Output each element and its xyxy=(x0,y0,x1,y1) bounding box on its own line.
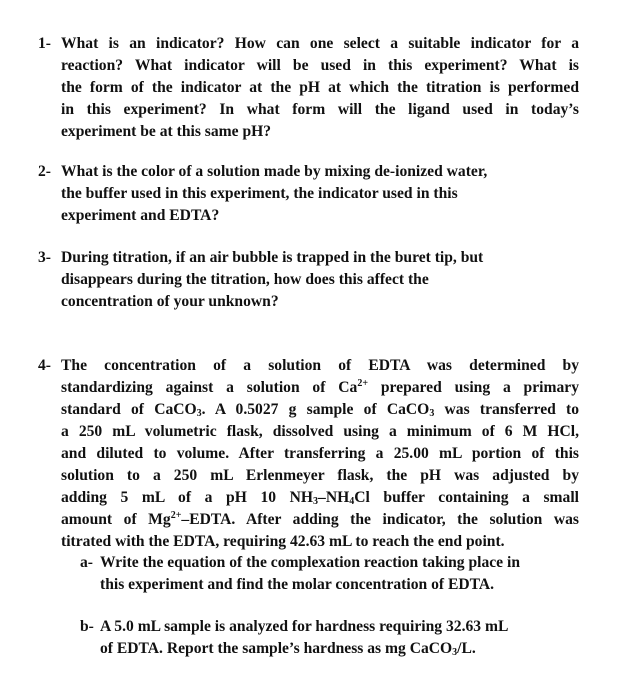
question-2-line: What is the color of a solution made by mixing de-ionized water, xyxy=(61,163,488,180)
question-1-line: reaction? What indicator will be used in this experiment? What is xyxy=(61,57,579,74)
question-3-line: concentration of your unknown? xyxy=(61,293,279,310)
question-1-line: the form of the indicator at the pH at which the titration is performed xyxy=(61,79,579,96)
question-4-line: titrated with the EDTA, requiring 42.63 mL to reach the end point. xyxy=(61,533,505,550)
question-3-line: During titration, if an air bubble is trapped in the buret tip, but xyxy=(61,249,484,266)
question-4-line: standardizing against a solution of $Ca^{2+}$ prepared using a primary xyxy=(61,378,579,396)
subscript: 4 xyxy=(349,496,355,507)
subscript: 3 xyxy=(429,408,435,419)
question-4-line: and diluted to volume. After transferring a 25.00 mL portion of this xyxy=(61,445,579,462)
question-2-line: experiment and EDTA? xyxy=(61,207,220,224)
question-4-line: amount of $Mg^{2+}$–EDTA. After adding the indicator, the solution was xyxy=(61,510,579,528)
question-2-number: 2- xyxy=(38,163,51,180)
question-1-number: 1- xyxy=(38,35,51,52)
question-4-line: solution to a 250 mL Erlenmeyer flask, the pH was adjusted by xyxy=(61,467,579,484)
question-4-line: a 250 mL volumetric flask, dissolved using a minimum of 6 M HCl, xyxy=(61,423,579,440)
subscript: 3 xyxy=(196,408,202,419)
subscript: 3 xyxy=(313,496,319,507)
question-4a-line: Write the equation of the complexation reaction taking place in xyxy=(100,554,520,571)
question-4-number: 4- xyxy=(38,357,51,374)
question-3-number: 3- xyxy=(38,249,51,266)
question-1-line: in this experiment? In what form will the ligand used in today’s xyxy=(61,101,579,118)
question-3-line: disappears during the titration, how does this affect the xyxy=(61,271,429,288)
question-4a-line: this experiment and find the molar concentration of EDTA. xyxy=(100,576,495,593)
question-4b-label: b- xyxy=(80,618,94,635)
question-1-line: experiment be at this same pH? xyxy=(61,123,272,140)
superscript: 2+ xyxy=(170,510,182,521)
question-4a-label: a- xyxy=(80,554,93,571)
question-4-line: standard of CaCO$_3$. A 0.5027 g sample of CaCO$_3$ was transferred to xyxy=(61,401,579,419)
question-2-line: the buffer used in this experiment, the indicator used in this xyxy=(61,185,458,202)
superscript: 2+ xyxy=(357,378,369,389)
question-4b-line: A 5.0 mL sample is analyzed for hardness requiring 32.63 mL xyxy=(100,618,509,635)
subscript: 3 xyxy=(452,647,458,658)
question-1-line: What is an indicator? How can one select a suitable indicator for a xyxy=(61,35,579,52)
question-4-line: The concentration of a solution of EDTA was determined by xyxy=(61,357,579,374)
question-4b-line: of EDTA. Report the sample’s hardness as mg CaCO$_3$/L. xyxy=(100,640,476,658)
question-4-line: adding 5 mL of a pH 10 $NH_3-NH_4Cl$ buffer containing a small xyxy=(61,489,579,507)
